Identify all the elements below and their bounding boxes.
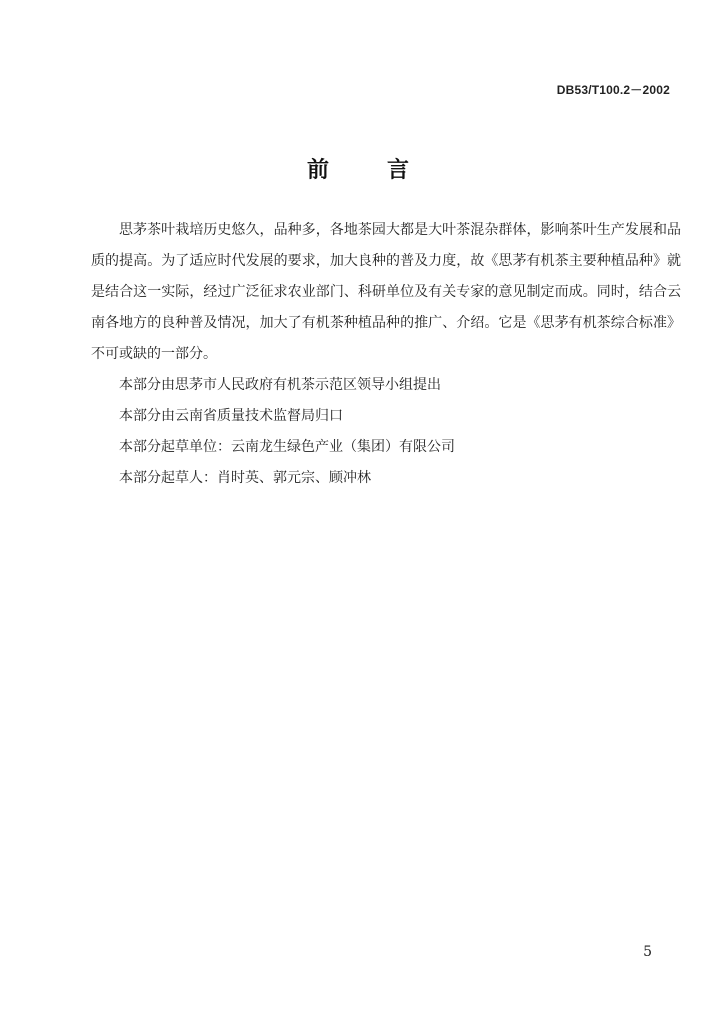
title-char-1: 前 bbox=[306, 157, 331, 183]
page-title bbox=[0, 153, 718, 184]
centralized-statement: 本部分由云南省质量技术监督局归口 bbox=[119, 408, 343, 424]
foreword-paragraph: 思茅茶叶栽培历史悠久，品种多，各地茶园大都是大叶茶混杂群体，影响茶叶生产发展和品质的提高。为了适应时代发展的要求，加大良种的普及力度，故《思茅有机茶主要种植品种》就是结合这一实际，经过广泛征求农业部门、科研单位及有关专家的意见制定而成。同时，结合云南各地方的良种普及情况，加大了有机茶种植品种的推广、介绍。它是《思茅有机茶综合标准》不可或缺的一部分。 bbox=[91, 222, 681, 362]
title-char-2: 言 bbox=[387, 157, 412, 183]
standard-code: DB53/T100.2－2002 bbox=[556, 83, 670, 97]
foreword-body bbox=[91, 215, 681, 494]
drafting-unit-statement: 本部分起草单位：云南龙生绿色产业（集团）有限公司 bbox=[119, 439, 455, 455]
drafters-statement: 本部分起草人：肖时英、郭元宗、顾冲林 bbox=[119, 470, 371, 486]
proposer-statement: 本部分由思茅市人民政府有机茶示范区领导小组提出 bbox=[119, 377, 441, 393]
page-number: 5 bbox=[643, 944, 652, 960]
